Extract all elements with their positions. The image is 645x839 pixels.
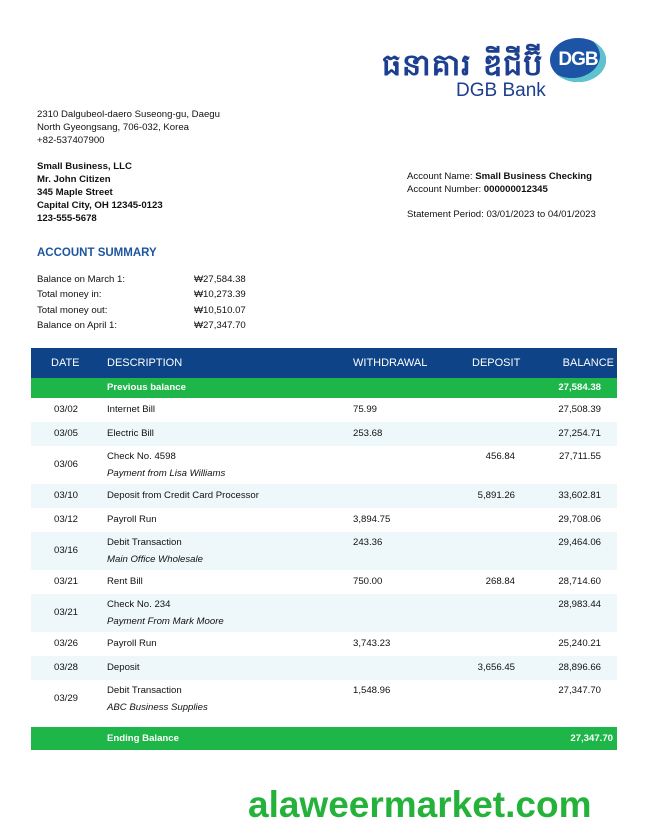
table-header: [31, 348, 617, 378]
summary-value: ₩10,273.39: [194, 289, 246, 301]
cell-date: 03/26: [53, 638, 78, 649]
summary-value: ₩27,347.70: [194, 319, 246, 331]
table-row: [31, 680, 617, 718]
previous-balance-row: [31, 378, 617, 398]
cell-withdrawal: 1,548.96: [353, 685, 391, 696]
cell-deposit: 268.84: [485, 576, 515, 587]
cell-date: 03/16: [53, 545, 78, 556]
cell-description: Check No. 4598: [107, 451, 176, 462]
cell-withdrawal: 3,894.75: [353, 514, 391, 525]
account-name-value: Small Business Checking: [475, 171, 593, 182]
cell-description: Payroll Run: [107, 514, 157, 525]
cell-date: 03/10: [53, 490, 78, 501]
cell-note: Main Office Wholesale: [107, 554, 203, 565]
summary-value: ₩27,584.38: [194, 274, 246, 285]
ending-balance-value: 27,347.70: [570, 733, 613, 744]
cell-deposit: 3,656.45: [477, 662, 515, 673]
table-body: [31, 398, 617, 718]
summary-title: ACCOUNT SUMMARY: [37, 247, 157, 259]
cell-description: Electric Bill: [107, 428, 154, 439]
cell-date: 03/28: [53, 662, 78, 673]
bank-address: [37, 108, 220, 147]
bank-phone: +82-537407900: [37, 135, 105, 146]
summary-row: [37, 318, 246, 333]
previous-balance-label: Previous balance: [107, 382, 186, 393]
cell-date: 03/05: [53, 428, 78, 439]
client-contact: Mr. John Citizen: [37, 174, 111, 185]
cell-withdrawal: 3,743.23: [353, 638, 391, 649]
cell-balance: 29,464.06: [558, 537, 601, 548]
bank-address-line1: 2310 Dalgubeol-daero Suseong-gu, Daegu: [37, 109, 220, 120]
table-row: [31, 594, 617, 632]
client-phone: 123-555-5678: [37, 213, 97, 224]
cell-date: 03/29: [53, 693, 78, 704]
cell-description: Deposit: [107, 662, 140, 673]
account-summary: [37, 272, 246, 333]
summary-label: Balance on March 1:: [37, 274, 125, 285]
cell-date: 03/21: [53, 607, 78, 618]
client-company: Small Business, LLC: [37, 161, 132, 172]
cell-withdrawal: 75.99: [353, 404, 378, 415]
summary-label: Balance on April 1:: [37, 319, 118, 331]
header-balance: BALANCE: [562, 357, 614, 369]
table-row: [31, 508, 617, 532]
cell-description: Debit Transaction: [107, 685, 182, 696]
table-row: [31, 532, 617, 570]
bank-logo: [378, 38, 613, 106]
account-number-value: 000000012345: [483, 184, 548, 195]
client-street: 345 Maple Street: [37, 187, 113, 198]
period-value: 03/01/2023 to 04/01/2023: [486, 209, 596, 220]
cell-note: ABC Business Supplies: [107, 702, 208, 713]
summary-label: Total money out:: [37, 304, 108, 316]
cell-description: Deposit from Credit Card Processor: [107, 490, 259, 501]
period-label: Statement Period:: [407, 209, 484, 220]
table-row: [31, 484, 617, 508]
cell-balance: 27,508.39: [558, 404, 601, 415]
previous-balance-value: 27,584.38: [558, 382, 601, 393]
cell-withdrawal: 243.36: [353, 537, 383, 548]
table-row: [31, 570, 617, 594]
cell-note: Payment from Lisa Williams: [107, 468, 226, 479]
table-row: [31, 422, 617, 446]
cell-balance: 27,711.55: [559, 451, 601, 462]
bank-name: DGB Bank: [456, 80, 546, 101]
cell-deposit: 456.84: [485, 451, 515, 462]
cell-balance: 28,983.44: [558, 599, 601, 610]
cell-note: Payment From Mark Moore: [107, 616, 224, 627]
header-withdrawal: WITHDRAWAL: [353, 357, 428, 369]
table-row: [31, 632, 617, 656]
ending-balance-label: Ending Balance: [107, 733, 179, 744]
cell-balance: 29,708.06: [558, 514, 601, 525]
account-info: [407, 170, 592, 196]
cell-balance: 28,896.66: [558, 662, 601, 673]
cell-balance: 27,254.71: [558, 428, 601, 439]
watermark-text: alaweermarket.com: [248, 784, 592, 825]
account-number-label: Account Number:: [407, 184, 482, 195]
summary-label: Total money in:: [37, 289, 102, 301]
cell-balance: 28,714.60: [558, 576, 601, 587]
summary-row: [37, 303, 246, 318]
cell-description: Debit Transaction: [107, 537, 182, 548]
logo-badge: DGB: [550, 38, 606, 82]
cell-date: 03/02: [53, 404, 78, 415]
logo-khmer-text: ធនាគារ ឌីជីប៊ី: [382, 48, 544, 83]
cell-date: 03/12: [53, 514, 78, 525]
table-row: [31, 656, 617, 680]
header-deposit: DEPOSIT: [472, 357, 521, 369]
table-row: [31, 446, 617, 484]
cell-description: Payroll Run: [107, 638, 157, 649]
cell-deposit: 5,891.26: [477, 490, 515, 501]
cell-withdrawal: 253.68: [353, 428, 383, 439]
client-city: Capital City, OH 12345-0123: [37, 200, 163, 211]
cell-description: Check No. 234: [107, 599, 171, 610]
header-date: DATE: [51, 357, 80, 369]
header-description: DESCRIPTION: [107, 357, 183, 369]
cell-balance: 27,347.70: [558, 685, 601, 696]
summary-row: [37, 287, 246, 302]
bank-address-line2: North Gyeongsang, 706-032, Korea: [37, 122, 190, 133]
cell-withdrawal: 750.00: [353, 576, 383, 587]
client-address: [37, 160, 163, 225]
cell-date: 03/21: [53, 576, 78, 587]
transactions-table: [31, 348, 617, 750]
summary-value: ₩10,510.07: [194, 304, 246, 316]
account-name-label: Account Name:: [407, 171, 473, 182]
summary-row: [37, 272, 246, 287]
ending-balance-row: [31, 727, 617, 750]
cell-description: Rent Bill: [107, 576, 143, 587]
cell-balance: 33,602.81: [558, 490, 601, 501]
cell-date: 03/06: [53, 459, 78, 470]
cell-balance: 25,240.21: [558, 638, 601, 649]
table-row: [31, 398, 617, 422]
statement-period: [407, 209, 596, 220]
cell-description: Internet Bill: [107, 404, 155, 415]
